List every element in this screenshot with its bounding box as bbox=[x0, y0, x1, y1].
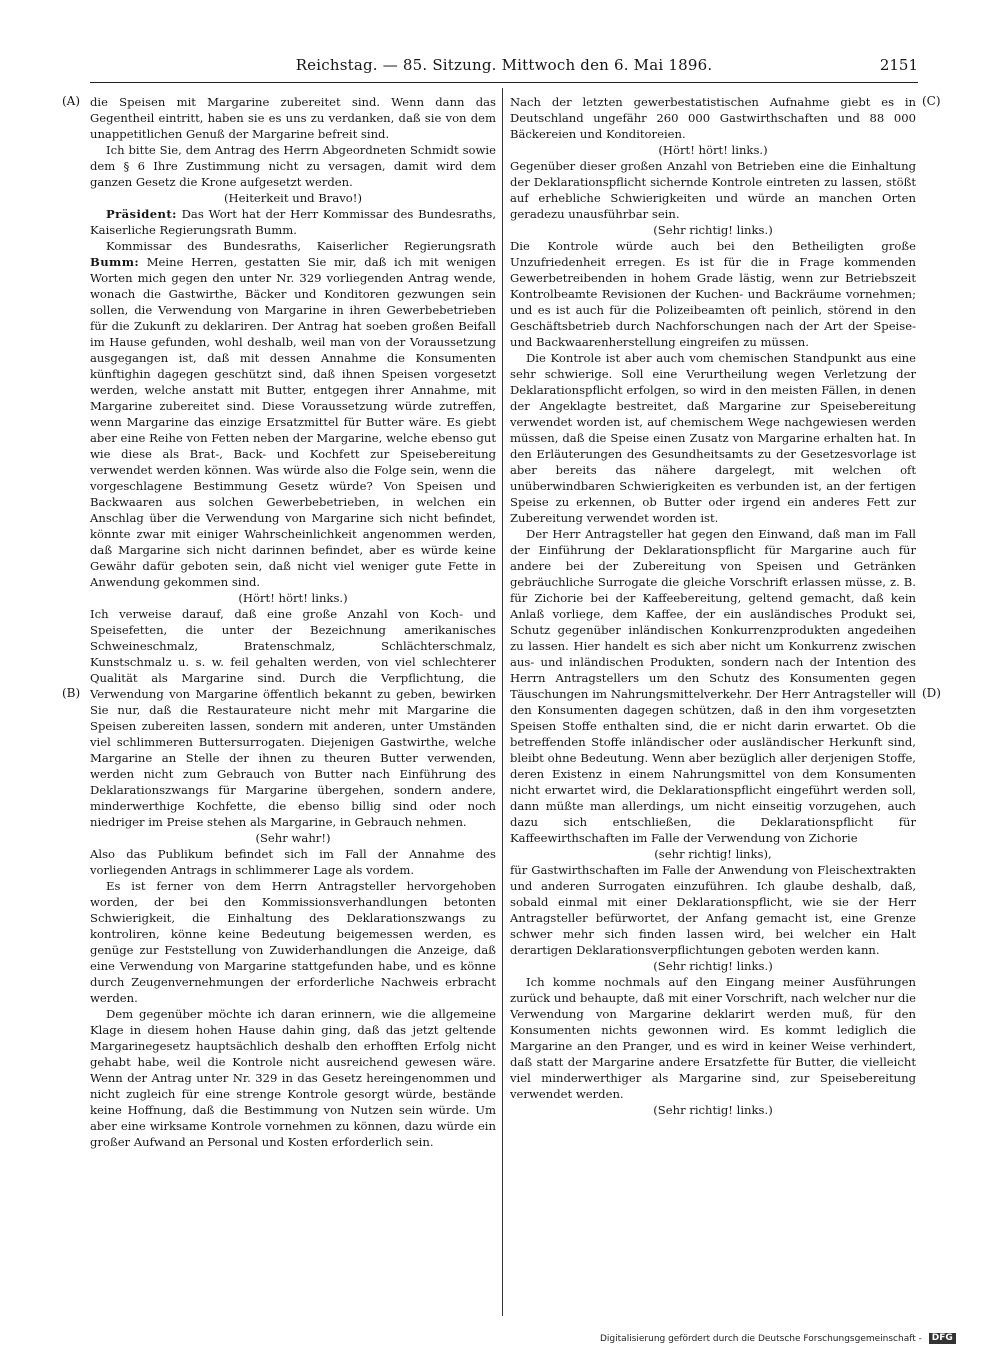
dfg-logo: DFG bbox=[929, 1333, 956, 1344]
interjection: (Hört! hört! links.) bbox=[238, 591, 348, 605]
digitization-credit bbox=[600, 1333, 956, 1344]
margin-mark-b: (B) bbox=[62, 686, 81, 700]
paragraph: Ich bitte Sie, dem Antrag des Herrn Abgeordneten Schmidt sowie dem § 6 Ihre Zustimmung nicht zu versagen, damit wird dem ganzen Gesetz die Krone aufgesetzt werden. bbox=[90, 143, 496, 189]
header-rule bbox=[90, 82, 918, 83]
page-number: 2151 bbox=[879, 56, 918, 74]
paragraph: Gegenüber dieser großen Anzahl von Betrieben eine die Einhaltung der Deklarationspflicht sichernde Kontrole eintreten zu lassen, stößt auf erhebliche Schwierigkeiten und würde an manchen Orten geradezu unausführbar sein. bbox=[510, 159, 916, 221]
paragraph: Ich verweise darauf, daß eine große Anzahl von Koch- und Speisefetten, die unter der Bezeichnung amerikanisches Schweineschmalz, Bratenschmalz, Schlächterschmalz, Kunstschmalz u. s. w. feil gehalten werden, von viel schlechterer Qualität als Margarine sind. Durch die Verpflichtung, die Verwendung von Margarine öffentlich bekannt zu geben, bewirken Sie nur, daß die Restaurateure nicht mehr mit Margarine die Speisen zubereiten lassen, sondern mit anderen, unter Umständen viel schlimmeren Buttersurrogaten. Diejenigen Gastwirthe, welche Margarine an Stelle der ihnen zu theuren Butter verwenden, werden nicht zum Gebrauch von Butter nach Einführung des Deklarationszwangs für Margarine übergehen, sondern andere, minderwerthige Kochfette, die ebenso billig sind oder noch niedriger im Preise stehen als Margarine, in Gebrauch nehmen. bbox=[90, 607, 496, 829]
credit-text: Digitalisierung gefördert durch die Deutsche Forschungsgemeinschaft - bbox=[600, 1334, 922, 1344]
page-header bbox=[90, 56, 918, 80]
paragraph: Nach der letzten gewerbestatistischen Aufnahme giebt es in Deutschland ungefähr 260 000 Gastwirthschaften und 88 000 Bäckereien und Konditoreien. bbox=[510, 95, 916, 141]
left-column bbox=[90, 94, 496, 1314]
margin-mark-d: (D) bbox=[922, 686, 941, 700]
paragraph: Kommissar des Bundesraths, Kaiserlicher Regierungsrath Bumm: Meine Herren, gestatten Sie mir, daß ich mit wenigen Worten mich gegen den unter Nr. 329 vorliegenden Antrag wende, wonach die Gastwirthe, Bäcker und Konditoren gezwungen sein sollen, die Verwendung von Margarine in ihren Gewerbebetrieben für die Zukunft zu deklariren. Der Antrag hat soeben großen Beifall im Hause gefunden, wohl deshalb, weil man von der Voraussetzung ausgegangen ist, daß mit dessen Annahme die Konsumenten künftighin dagegen geschützt sind, daß ihnen Speisen vorgesetzt werden, welche anstatt mit Butter, entgegen ihrer Annahme, mit Margarine zubereitet sind. Diese Voraussetzung würde zutreffen, wenn Margarine das einzige Ersatzmittel für Butter wäre. Es giebt aber eine Reihe von Fetten neben der Margarine, welche ebenso gut wie diese als Brat-, Back- und Kochfett zur Speisebereitung verwendet werden können. Was würde also die Folge sein, wenn die vorgeschlagene Bestimmung Gesetz würde? Von Speisen und Backwaaren aus solchen Gewerbebetrieben, in welchen ein Anschlag über die Verwendung von Margarine sich nicht befindet, könnte zwar mit einiger Wahrscheinlichkeit angenommen werden, daß Margarine sich nicht darinnen befindet, aber es würde keine Gewähr dafür geboten sein, daß nicht viel weniger gute Fette in Anwendung gekommen sind. bbox=[90, 239, 496, 589]
column-separator bbox=[502, 88, 503, 1316]
interjection: (sehr richtig! links), bbox=[654, 847, 772, 861]
paragraph: die Speisen mit Margarine zubereitet sind. Wenn dann das Gegentheil eintritt, haben sie es uns zu verdanken, daß sie von dem unappetitlichen Genuß der Margarine befreit sind. bbox=[90, 95, 496, 141]
interjection: (Hört! hört! links.) bbox=[658, 143, 768, 157]
paragraph: Präsident: Das Wort hat der Herr Kommissar des Bundesraths, Kaiserliche Regierungsrath Bumm. bbox=[90, 207, 496, 237]
speaker-label: Bumm: bbox=[90, 255, 140, 269]
margin-mark-c: (C) bbox=[922, 94, 941, 108]
paragraph: Ich komme nochmals auf den Eingang meiner Ausführungen zurück und behaupte, daß mit einer Vorschrift, nach welcher nur die Verwendung von Margarine deklarirt werden muß, für den Konsumenten nichts gewonnen wird. Es kommt lediglich die Margarine an den Pranger, und es wird in keiner Weise verhindert, daß statt der Margarine andere Ersatzfette für Butter, die vielleicht viel minderwerthiger als Margarine sind, zur Speisebereitung verwendet werden. bbox=[510, 975, 916, 1101]
paragraph: Der Herr Antragsteller hat gegen den Einwand, daß man im Fall der Einführung der Deklarationspflicht für Margarine auch für andere bei der Zubereitung von Speisen und Getränken gebräuchliche Surrogate die gleiche Vorschrift erlassen müsse, z. B. für Zichorie bei der Kaffeebereitung, geltend gemacht, daß kein Anlaß vorliege, dem Kaffee, der ein ausländisches Produkt sei, Schutz gegenüber inländischen Konkurrenzprodukten angedeihen zu lassen. Hier handelt es sich aber nicht um Konkurrenz zwischen aus- und inländischen Produkten, sondern nach der Intention des Herrn Antragstellers um den Schutz des Konsumenten gegen Täuschungen im Nahrungsmittelverkehr. Der Herr Antragsteller will den Konsumenten dagegen schützen, daß in den ihm vorgesetzten Speisen Stoffe enthalten sind, die er nicht darin erwartet. Ob die betreffenden Stoffe inländischer oder ausländischer Herkunft sind, bleibt ohne Bedeutung. Wenn aber bezüglich aller derjenigen Stoffe, deren Existenz in einem Nahrungsmittel von dem Konsumenten nicht erwartet wird, die Deklarationspflicht eingeführt werden soll, dann müßte man allerdings, um nicht einseitig vorzugehen, auch dazu sich entschließen, die Deklarationspflicht für Kaffeewirthschaften im Falle der Verwendung von Zichorie bbox=[510, 527, 916, 845]
paragraph: Also das Publikum befindet sich im Fall der Annahme des vorliegenden Antrags in schlimmerer Lage als vordem. bbox=[90, 847, 496, 877]
interjection: (Sehr richtig! links.) bbox=[653, 959, 773, 973]
running-title: Reichstag. — 85. Sitzung. Mittwoch den 6. Mai 1896. bbox=[295, 56, 713, 74]
paragraph: Dem gegenüber möchte ich daran erinnern, wie die allgemeine Klage in diesem hohen Hause dahin ging, daß das jetzt geltende Margarinegesetz hauptsächlich deshalb den erhofften Erfolg nicht gehabt habe, weil die Kontrole nicht ausreichend gewesen wäre. Wenn der Antrag unter Nr. 329 in das Gesetz hereingenommen und nicht zugleich für eine strenge Kontrole gesorgt würde, bestände keine Hoffnung, daß die Bestimmung von Nutzen sein würde. Um aber eine wirksame Kontrole vornehmen zu können, dazu würde ein großer Aufwand an Personal und Kosten erforderlich sein. bbox=[90, 1007, 496, 1149]
paragraph: Die Kontrole würde auch bei den Betheiligten große Unzufriedenheit erregen. Es ist für die in Frage kommenden Gewerbetreibenden in hohem Grade lästig, wenn zur Betriebszeit Kontrolbeamte Revisionen der Kuchen- und Backräume vornehmen; und es ist auch für die Polizeibeamten oft peinlich, störend in den Geschäftsbetrieb durch Nachforschungen nach der Art der Speise- und Backwaarenherstellung eingreifen zu müssen. bbox=[510, 239, 916, 349]
interjection: (Sehr richtig! links.) bbox=[653, 223, 773, 237]
right-column bbox=[510, 94, 916, 1314]
interjection: (Sehr richtig! links.) bbox=[653, 1103, 773, 1117]
paragraph: Es ist ferner von dem Herrn Antragsteller hervorgehoben worden, der bei den Kommissionsverhandlungen betonten Schwierigkeit, die Einhaltung des Deklarationszwangs zu kontroliren, könne keine Bedeutung beigemessen werden, es genüge zur Feststellung von Zuwiderhandlungen die Anzeige, daß eine Verwendung von Margarine stattgefunden habe, und es könne durch Zeugenvernehmungen der erforderliche Nachweis erbracht werden. bbox=[90, 879, 496, 1005]
margin-mark-a: (A) bbox=[62, 94, 81, 108]
speaker-label: Präsident: bbox=[106, 207, 177, 221]
interjection: (Sehr wahr!) bbox=[255, 831, 331, 845]
paragraph: für Gastwirthschaften im Falle der Anwendung von Fleischextrakten und anderen Surrogaten einzuführen. Ich glaube deshalb, daß, sobald einmal mit einer Deklarationspflicht, wie sie der Herr Antragsteller befürwortet, der Anfang gemacht ist, eine Grenze schwer mehr sich finden lassen wird, bei welcher ein Halt derartigen Deklarationsverpflichtungen geboten werden kann. bbox=[510, 863, 916, 957]
interjection: (Heiterkeit und Bravo!) bbox=[224, 191, 362, 205]
paragraph: Die Kontrole ist aber auch vom chemischen Standpunkt aus eine sehr schwierige. Soll eine Verurtheilung wegen Verletzung der Deklarationspflicht erfolgen, so wird in den meisten Fällen, in denen der Angeklagte bestreitet, daß Margarine zur Speisebereitung verwendet worden ist, auf chemischem Wege nachgewiesen werden müssen, daß die Speise einen Zusatz von Margarine erhalten hat. In den Erläuterungen des Gesundheitsamts zu der Gesetzesvorlage ist aber bereits das nähere dargelegt, mit welchen oft unüberwindbaren Schwierigkeiten es verbunden ist, an der fertigen Speise zu erkennen, ob Butter oder irgend ein anderes Fett zur Zubereitung verwendet worden ist. bbox=[510, 351, 916, 525]
